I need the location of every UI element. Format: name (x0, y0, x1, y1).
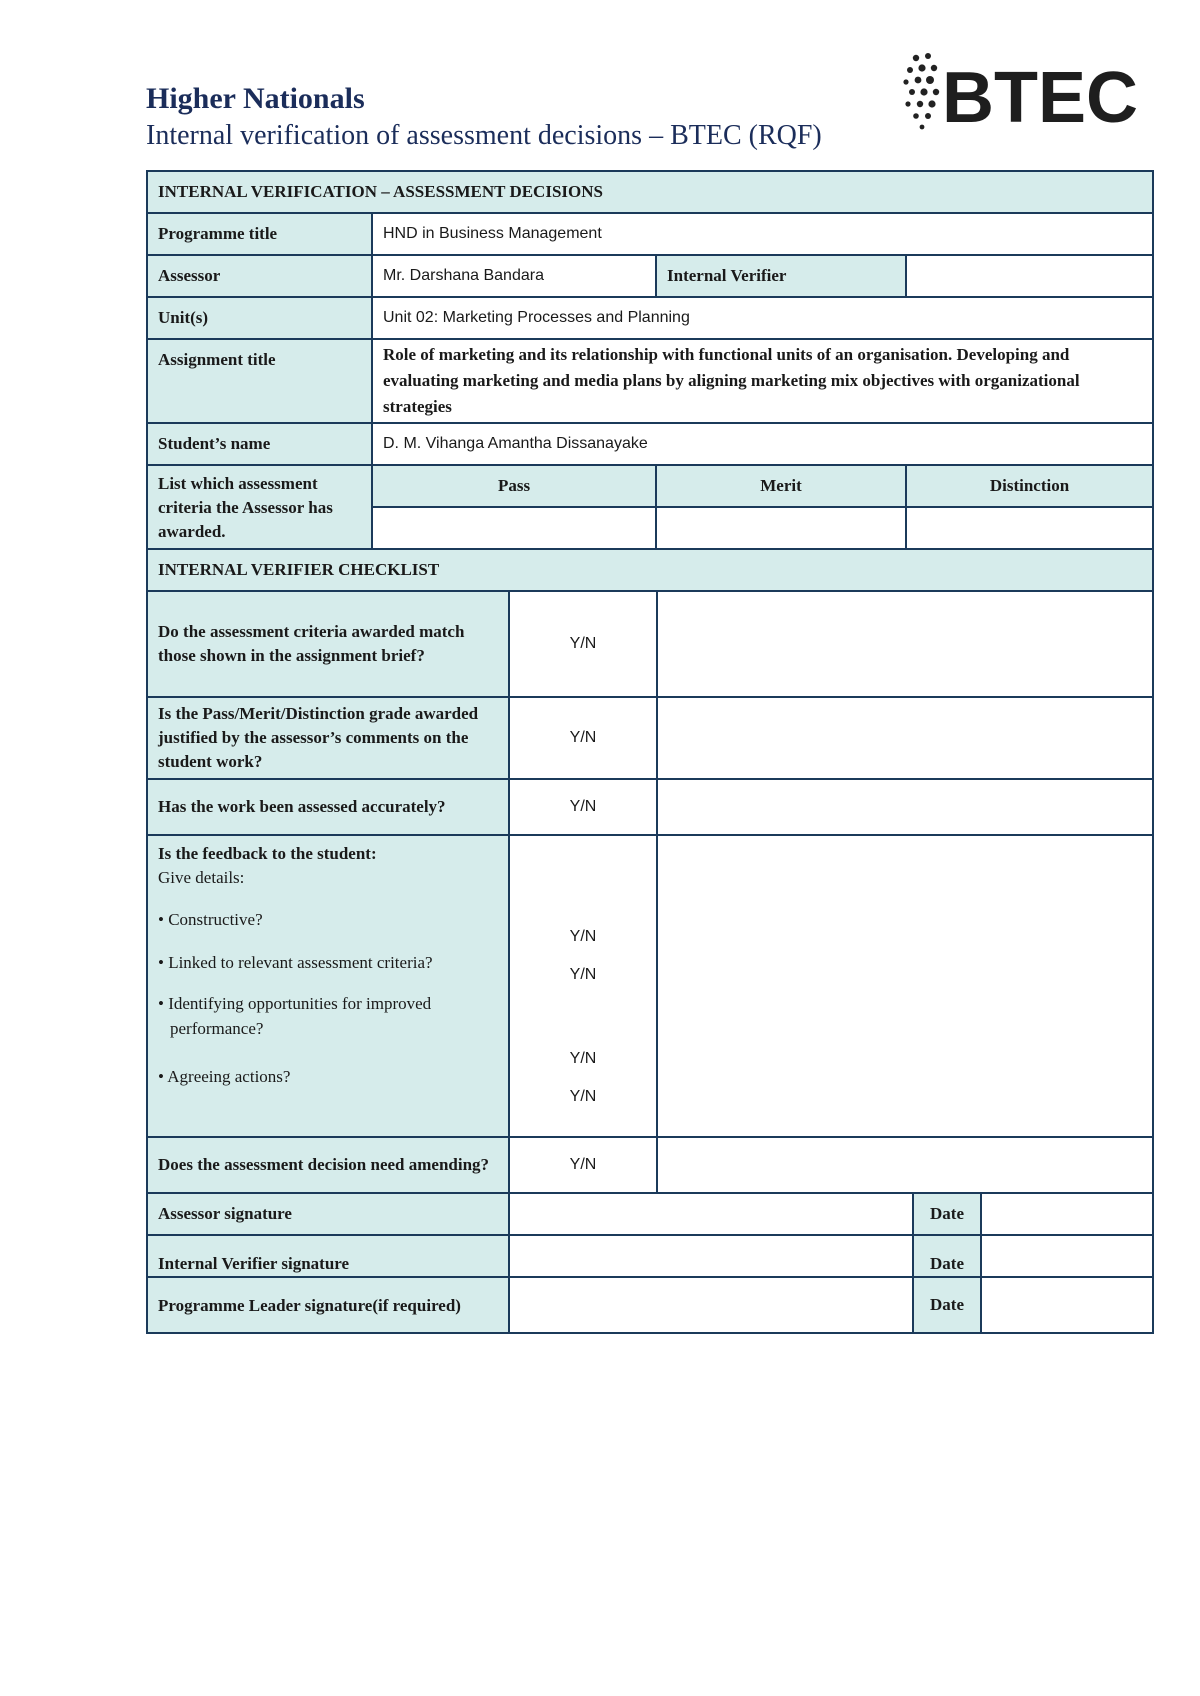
yn-assessed-accurately[interactable]: Y/N (509, 779, 657, 835)
assignment-title-label: Assignment title (147, 339, 372, 423)
student-name-label: Student’s name (147, 423, 372, 465)
comment-assessed-accurately[interactable] (657, 779, 1153, 835)
internal-verifier-label: Internal Verifier (656, 255, 906, 297)
iv-date-field[interactable] (981, 1235, 1153, 1277)
pl-date-field[interactable] (981, 1277, 1153, 1333)
logo-text: BTEC (942, 58, 1138, 134)
distinction-header: Distinction (906, 465, 1153, 507)
pl-signature-field[interactable] (509, 1277, 913, 1333)
pass-header: Pass (372, 465, 656, 507)
feedback-item-constructive: • Constructive? (158, 910, 263, 929)
assessor-label: Assessor (147, 255, 372, 297)
question-feedback (147, 835, 509, 1137)
assignment-title-field[interactable]: Role of marketing and its relationship with functional units of an organisation. Developing and evaluating marketing and media plans by aligning marketing mix objectives with organizational strategies (372, 339, 1153, 423)
question-decision-amending: Does the assessment decision need amending? (147, 1137, 509, 1193)
yn-opportunities[interactable]: Y/N (569, 1050, 597, 1067)
iv-signature-label: Internal Verifier signature (147, 1235, 509, 1277)
units-field[interactable]: Unit 02: Marketing Processes and Planning (372, 297, 1153, 339)
btec-logo (902, 50, 1142, 134)
assessor-date-field[interactable] (981, 1193, 1153, 1235)
assessment-decisions-table (146, 170, 1154, 550)
feedback-item-actions: • Agreeing actions? (158, 1067, 291, 1086)
yn-grade-justified[interactable]: Y/N (509, 697, 657, 779)
programme-title-label: Programme title (147, 213, 372, 255)
assessor-signature-label: Assessor signature (147, 1193, 509, 1235)
iv-signature-field[interactable] (509, 1235, 913, 1277)
feedback-item-opportunities: • Identifying opportunities for improved performance? (158, 994, 432, 1038)
comment-criteria-match[interactable] (657, 591, 1153, 697)
assessor-field[interactable]: Mr. Darshana Bandara (372, 255, 656, 297)
comment-grade-justified[interactable] (657, 697, 1153, 779)
pl-date-label: Date (913, 1277, 981, 1333)
pass-field[interactable] (372, 507, 656, 549)
page-subtitle: Internal verification of assessment decisions – BTEC (RQF) (146, 120, 822, 151)
merit-field[interactable] (656, 507, 906, 549)
pl-signature-label: Programme Leader signature(if required) (147, 1277, 509, 1333)
feedback-subtitle: Give details: (158, 868, 245, 887)
yn-criteria-match[interactable]: Y/N (509, 591, 657, 697)
iv-date-label: Date (913, 1235, 981, 1277)
verifier-checklist-table (146, 548, 1154, 1334)
feedback-item-linked: • Linked to relevant assessment criteria? (158, 953, 433, 972)
page-title: Higher Nationals (146, 82, 365, 115)
question-criteria-match: Do the assessment criteria awarded match those shown in the assignment brief? (147, 591, 509, 697)
programme-title-field[interactable]: HND in Business Management (372, 213, 1153, 255)
yn-decision-amending[interactable]: Y/N (509, 1137, 657, 1193)
yn-linked[interactable]: Y/N (569, 966, 597, 983)
yn-actions[interactable]: Y/N (569, 1088, 597, 1105)
units-label: Unit(s) (147, 297, 372, 339)
merit-header: Merit (656, 465, 906, 507)
decisions-section-title: INTERNAL VERIFICATION – ASSESSMENT DECISIONS (147, 171, 1153, 213)
question-grade-justified: Is the Pass/Merit/Distinction grade awarded justified by the assessor’s comments on the student work? (147, 697, 509, 779)
assessor-date-label: Date (913, 1193, 981, 1235)
checklist-section-title: INTERNAL VERIFIER CHECKLIST (147, 549, 1153, 591)
yn-constructive[interactable]: Y/N (569, 928, 597, 945)
internal-verifier-field[interactable] (906, 255, 1153, 297)
question-assessed-accurately: Has the work been assessed accurately? (147, 779, 509, 835)
comment-feedback[interactable] (657, 835, 1153, 1137)
criteria-label: List which assessment criteria the Assessor has awarded. (147, 465, 372, 549)
distinction-field[interactable] (906, 507, 1153, 549)
feedback-title: Is the feedback to the student: (158, 844, 377, 863)
comment-decision-amending[interactable] (657, 1137, 1153, 1193)
yn-feedback-group (509, 835, 657, 1137)
student-name-field[interactable]: D. M. Vihanga Amantha Dissanayake (372, 423, 1153, 465)
assessor-signature-field[interactable] (509, 1193, 913, 1235)
